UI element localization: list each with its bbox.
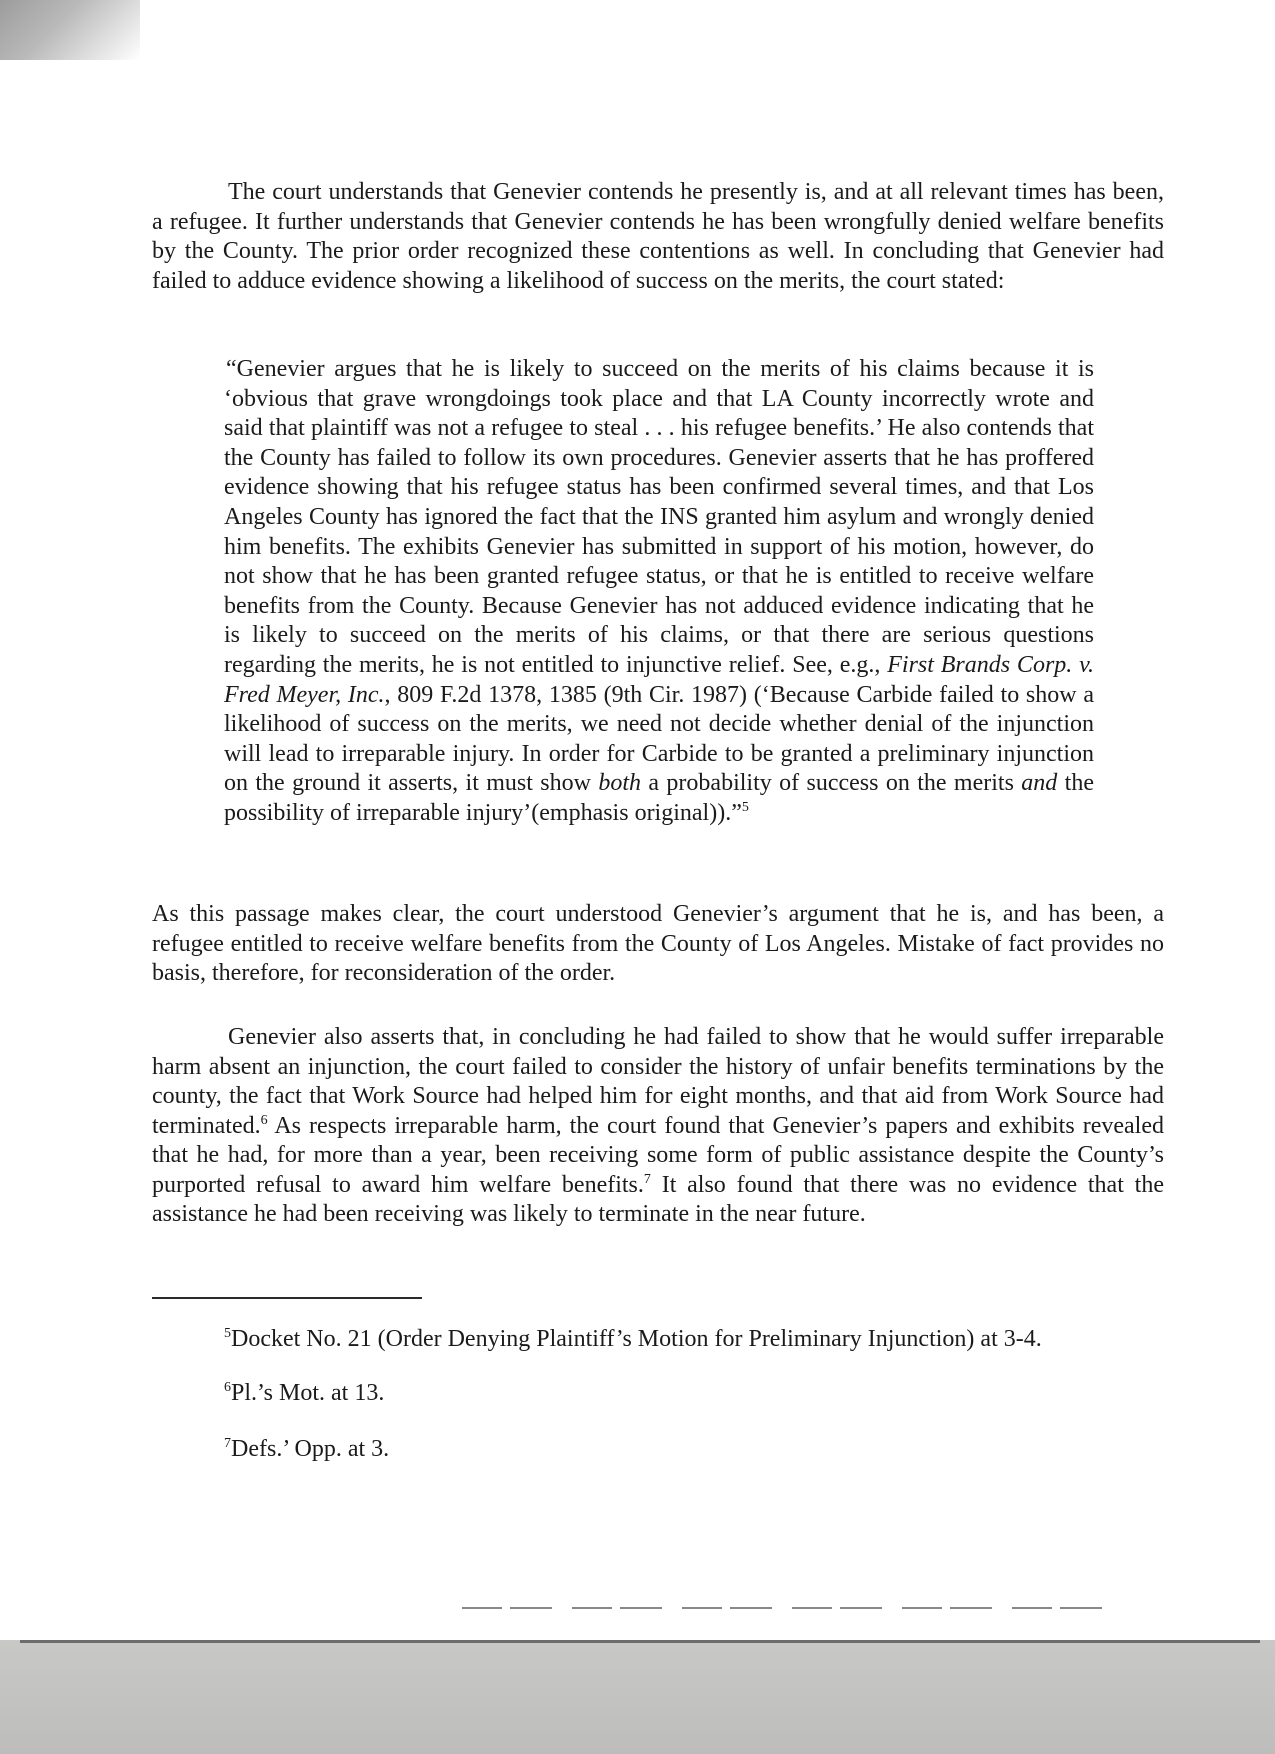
scan-corner-shadow	[0, 0, 140, 60]
footnote-number: 6	[224, 1380, 231, 1395]
page-bottom-edge	[20, 1640, 1260, 1643]
paragraph-4-part-3: It also found that there was no evidence that the assistance he had been receiving was likely to terminate in the near future.	[152, 1171, 1164, 1227]
footnote-number: 5	[224, 1326, 231, 1341]
bleed-through-line	[462, 1607, 1102, 1609]
emphasis-both: both	[598, 770, 642, 797]
footnote-text: Pl.’s Mot. at 13.	[231, 1380, 385, 1406]
footnote-ref-6: 6	[260, 1112, 268, 1128]
footnote-text: Defs.’ Opp. at 3.	[231, 1436, 390, 1462]
footnote-number: 7	[224, 1436, 231, 1451]
footnote-ref-5: 5	[741, 799, 749, 815]
paragraph-4-part-1: Genevier also asserts that, in concluding he had failed to show that he would suffer irreparable harm absent an injunction, the court failed to consider the history of unfair benefits terminations by the county, the fact that Work Source had helped him for eight months, and that aid from Work Source had terminated.	[152, 1024, 1164, 1139]
paragraph-1-text: The court understands that Genevier contends he presently is, and at all relevant times has been, a refugee. It further understands that Genevier contends he has been wrongfully denied welfare benefits by the County. The prior order recognized these contentions as well. In concluding that Genevier had failed to adduce evidence showing a likelihood of success on the merits, the court stated:	[152, 179, 1164, 294]
paragraph-passage-clear	[152, 900, 1164, 989]
paragraph-3-text: As this passage makes clear, the court understood Genevier’s argument that he is, and has been, a refugee entitled to receive welfare benefits from the County of Los Angeles. Mistake of fact provides no basis, therefore, for reconsideration of the order.	[152, 901, 1164, 986]
footnote-ref-7: 7	[643, 1171, 651, 1187]
emphasis-and: and	[1021, 770, 1058, 797]
paragraph-irreparable-harm	[152, 1023, 1164, 1230]
block-quote	[224, 355, 1094, 829]
footnote-7	[224, 1434, 389, 1464]
quote-text-part-2: , 809 F.2d 1378, 1385 (9th Cir. 1987) (‘Because Carbide failed to show a likelihood of success on the merits, we need not decide whether denial of the injunction will lead to irreparable injury. In order for Carbide to be granted a preliminary injunction on the ground it asserts, it must show	[224, 681, 1094, 797]
quote-text-part-4: the possibility of irreparable injury’(emphasis original)).”	[224, 770, 1094, 826]
footnote-5	[224, 1324, 1042, 1354]
footnote-text: Docket No. 21 (Order Denying Plaintiff’s Motion for Preliminary Injunction) at 3-4.	[231, 1326, 1042, 1352]
paragraph-understanding	[152, 178, 1164, 296]
footnote-divider	[152, 1297, 422, 1299]
scanner-bed-background	[0, 1640, 1275, 1754]
quote-text-part-3: a probability of success on the merits	[641, 770, 1022, 797]
case-citation: First Brands Corp. v. Fred Meyer, Inc.	[224, 651, 1094, 708]
paragraph-4-part-2: As respects irreparable harm, the court found that Genevier’s papers and exhibits revealed that he had, for more than a year, been receiving some form of public assistance despite the County’s purported refusal to award him welfare benefits.	[152, 1112, 1164, 1198]
quote-text-part-1: “Genevier argues that he is likely to succeed on the merits of his claims because it is ‘obvious that grave wrongdoings took place and that LA County incorrectly wrote and said that plaintiff was not a refugee to steal . . . his refugee benefits.’ He also contends that the County has failed to follow its own procedures. Genevier asserts that he has proffered evidence showing that his refugee status has been confirmed several times, and that Los Angeles County has ignored the fact that the INS granted him asylum and wrongly denied him benefits. The exhibits Genevier has submitted in support of his motion, however, do not show that he has been granted refugee status, or that he is entitled to receive welfare benefits from the County. Because Genevier has not adduced evidence indicating that he is likely to succeed on the merits of his claims, or that there are serious questions regarding the merits, he is not entitled to injunctive relief. See, e.g.,	[224, 356, 1094, 678]
footnote-6	[224, 1378, 384, 1408]
